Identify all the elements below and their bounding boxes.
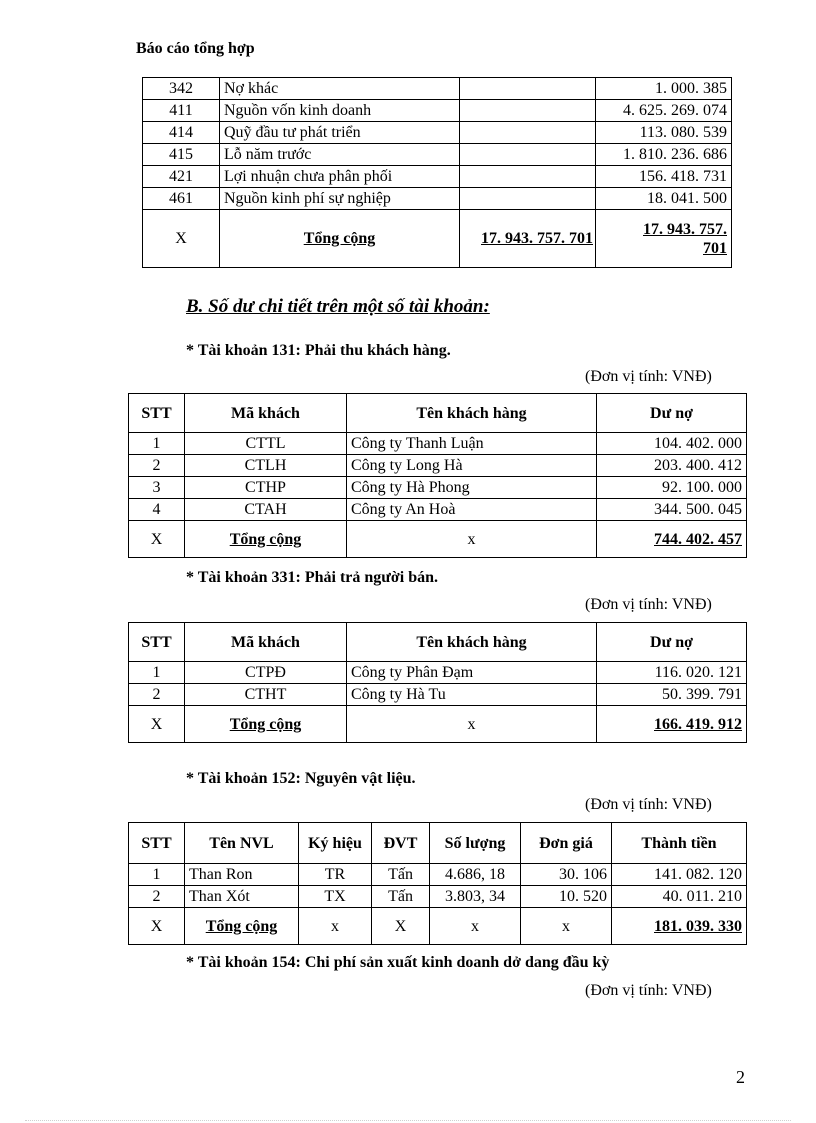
material-total: 141. 082. 120 — [612, 864, 747, 886]
account-code: 411 — [143, 100, 220, 122]
unit-label-131: (Đơn vị tính: VNĐ) — [585, 368, 712, 385]
debit-amount — [460, 78, 596, 100]
account-152-table — [128, 822, 747, 945]
total-stt: X — [129, 908, 185, 945]
account-name: Nợ khác — [220, 78, 460, 100]
column-header: ĐVT — [372, 823, 430, 864]
table-row — [143, 78, 732, 100]
row-stt: 1 — [129, 864, 185, 886]
row-stt: 2 — [129, 886, 185, 908]
material-unit: Tấn — [372, 864, 430, 886]
total-row — [129, 521, 747, 558]
total-row — [129, 908, 747, 945]
page-footer-divider — [25, 1120, 791, 1121]
table-row — [129, 455, 747, 477]
total-amount: 181. 039. 330 — [612, 908, 747, 945]
customer-code: CTTL — [185, 433, 347, 455]
total-debit: 17. 943. 757. 701 — [460, 210, 596, 268]
table-row — [143, 166, 732, 188]
debit-amount — [460, 144, 596, 166]
customer-code: CTPĐ — [185, 662, 347, 684]
customer-code: CTHT — [185, 684, 347, 706]
total-label: Tổng cộng — [185, 706, 347, 743]
table-row — [129, 886, 747, 908]
header-row — [129, 394, 747, 433]
account-code: 414 — [143, 122, 220, 144]
customer-code: CTAH — [185, 499, 347, 521]
column-header: Mã khách — [185, 394, 347, 433]
material-quantity: 3.803, 34 — [430, 886, 521, 908]
account-154-heading: * Tài khoản 154: Chi phí sản xuất kinh doanh dở dang đầu kỳ — [186, 954, 610, 971]
column-header: STT — [129, 623, 185, 662]
total-credit-line2: 701 — [703, 239, 727, 257]
account-name: Lỗ năm trước — [220, 144, 460, 166]
material-price: 10. 520 — [521, 886, 612, 908]
customer-name: Công ty Thanh Luận — [347, 433, 597, 455]
table-row — [143, 100, 732, 122]
total-label: Tổng cộng — [185, 521, 347, 558]
total-quantity: x — [430, 908, 521, 945]
column-header: Thành tiền — [612, 823, 747, 864]
table-row — [143, 188, 732, 210]
customer-name: Công ty Long Hà — [347, 455, 597, 477]
total-row — [129, 706, 747, 743]
unit-label-331: (Đơn vị tính: VNĐ) — [585, 596, 712, 613]
row-stt: 2 — [129, 684, 185, 706]
column-header: Dư nợ — [597, 623, 747, 662]
material-symbol: TR — [299, 864, 372, 886]
unit-label-152: (Đơn vị tính: VNĐ) — [585, 796, 712, 813]
total-symbol: x — [299, 908, 372, 945]
credit-amount: 1. 810. 236. 686 — [596, 144, 732, 166]
column-header: Đơn giá — [521, 823, 612, 864]
customer-code: CTLH — [185, 455, 347, 477]
row-stt: 1 — [129, 662, 185, 684]
header-row — [129, 823, 747, 864]
total-credit — [596, 210, 732, 268]
credit-amount: 18. 041. 500 — [596, 188, 732, 210]
total-name: x — [347, 706, 597, 743]
debit-amount — [460, 122, 596, 144]
debit-amount: 104. 402. 000 — [597, 433, 747, 455]
account-131-heading: * Tài khoản 131: Phải thu khách hàng. — [186, 342, 451, 359]
total-amount: 166. 419. 912 — [597, 706, 747, 743]
report-title: Báo cáo tổng hợp — [136, 40, 255, 57]
column-header: Mã khách — [185, 623, 347, 662]
debit-amount: 344. 500. 045 — [597, 499, 747, 521]
account-131-table — [128, 393, 747, 558]
table-row — [129, 864, 747, 886]
debit-amount — [460, 188, 596, 210]
material-price: 30. 106 — [521, 864, 612, 886]
credit-amount: 4. 625. 269. 074 — [596, 100, 732, 122]
material-name: Than Ron — [185, 864, 299, 886]
debit-amount — [460, 100, 596, 122]
account-331-table — [128, 622, 747, 743]
debit-amount: 50. 399. 791 — [597, 684, 747, 706]
column-header: Ký hiệu — [299, 823, 372, 864]
balance-table — [142, 77, 732, 268]
material-symbol: TX — [299, 886, 372, 908]
table-row — [129, 433, 747, 455]
unit-label-154: (Đơn vị tính: VNĐ) — [585, 982, 712, 999]
credit-amount: 113. 080. 539 — [596, 122, 732, 144]
material-total: 40. 011. 210 — [612, 886, 747, 908]
total-price: x — [521, 908, 612, 945]
account-code: 421 — [143, 166, 220, 188]
account-code: 342 — [143, 78, 220, 100]
total-row — [143, 210, 732, 268]
table-row — [129, 684, 747, 706]
account-code: 461 — [143, 188, 220, 210]
total-name: x — [347, 521, 597, 558]
column-header: STT — [129, 394, 185, 433]
total-unit: X — [372, 908, 430, 945]
credit-amount: 156. 418. 731 — [596, 166, 732, 188]
debit-amount: 203. 400. 412 — [597, 455, 747, 477]
total-stt: X — [129, 521, 185, 558]
account-name: Lợi nhuận chưa phân phối — [220, 166, 460, 188]
debit-amount: 116. 020. 121 — [597, 662, 747, 684]
material-quantity: 4.686, 18 — [430, 864, 521, 886]
row-stt: 4 — [129, 499, 185, 521]
column-header: Tên khách hàng — [347, 394, 597, 433]
material-unit: Tấn — [372, 886, 430, 908]
total-amount: 744. 402. 457 — [597, 521, 747, 558]
column-header: Dư nợ — [597, 394, 747, 433]
column-header: STT — [129, 823, 185, 864]
total-label: Tổng cộng — [185, 908, 299, 945]
customer-name: Công ty An Hoà — [347, 499, 597, 521]
account-name: Nguồn kinh phí sự nghiệp — [220, 188, 460, 210]
account-name: Nguồn vốn kinh doanh — [220, 100, 460, 122]
table-row — [129, 662, 747, 684]
section-b-title: B. Số dư chi tiết trên một số tài khoản: — [186, 296, 490, 317]
header-row — [129, 623, 747, 662]
debit-amount — [460, 166, 596, 188]
customer-name: Công ty Hà Phong — [347, 477, 597, 499]
customer-code: CTHP — [185, 477, 347, 499]
customer-name: Công ty Hà Tu — [347, 684, 597, 706]
account-152-heading: * Tài khoản 152: Nguyên vật liệu. — [186, 770, 416, 787]
table-row — [143, 122, 732, 144]
total-code: X — [143, 210, 220, 268]
page-number: 2 — [736, 1067, 745, 1087]
column-header: Số lượng — [430, 823, 521, 864]
debit-amount: 92. 100. 000 — [597, 477, 747, 499]
total-label: Tổng cộng — [220, 210, 460, 268]
account-331-heading: * Tài khoản 331: Phải trả người bán. — [186, 569, 438, 586]
total-credit-line1: 17. 943. 757. — [643, 220, 727, 238]
row-stt: 2 — [129, 455, 185, 477]
row-stt: 1 — [129, 433, 185, 455]
row-stt: 3 — [129, 477, 185, 499]
account-name: Quỹ đầu tư phát triển — [220, 122, 460, 144]
customer-name: Công ty Phân Đạm — [347, 662, 597, 684]
table-row — [143, 144, 732, 166]
table-row — [129, 499, 747, 521]
account-code: 415 — [143, 144, 220, 166]
material-name: Than Xót — [185, 886, 299, 908]
column-header: Tên khách hàng — [347, 623, 597, 662]
table-row — [129, 477, 747, 499]
column-header: Tên NVL — [185, 823, 299, 864]
credit-amount: 1. 000. 385 — [596, 78, 732, 100]
total-stt: X — [129, 706, 185, 743]
